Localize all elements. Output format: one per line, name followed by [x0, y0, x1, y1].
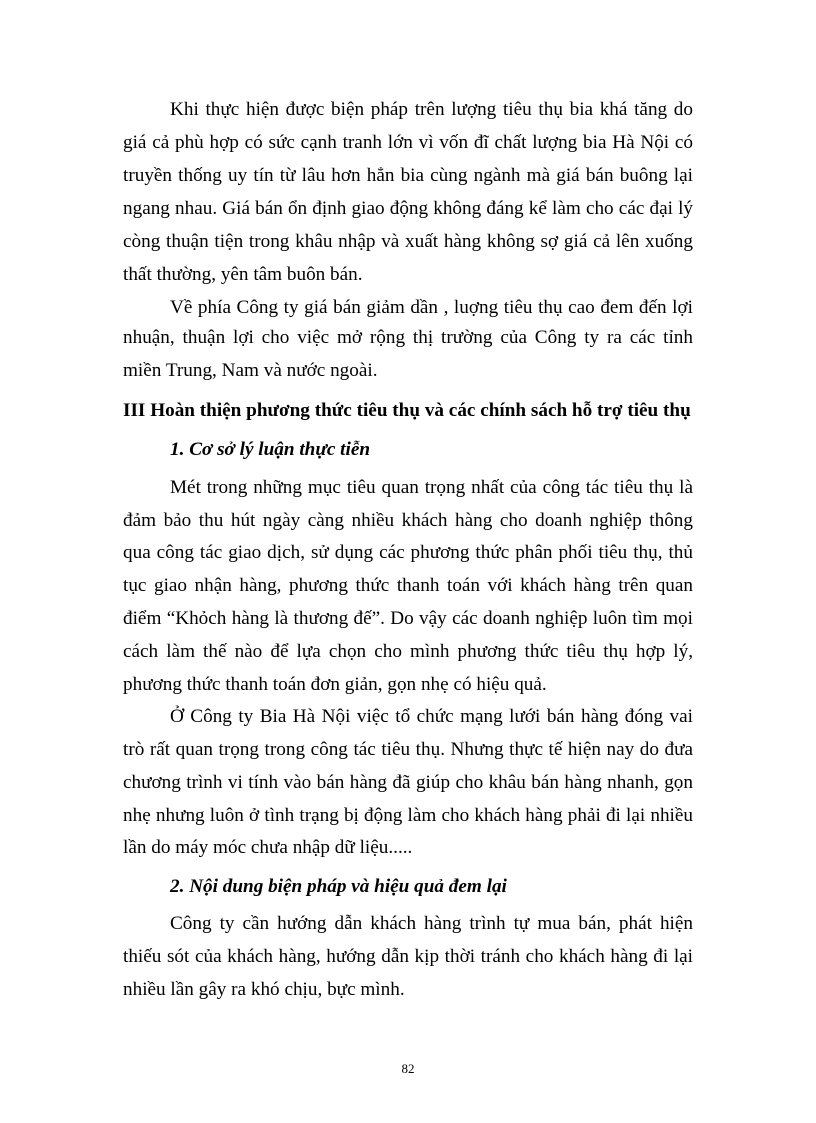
- paragraph-3-line-6: cách làm thế nào để lựa chọn cho mình phương thức tiêu thụ hợp lý,: [123, 641, 693, 662]
- paragraph-3-line-4: tục giao nhận hàng, phương thức thanh toán với khách hàng trên quan: [123, 575, 693, 596]
- paragraph-1-line-1: Khi thực hiện được biện pháp trên lượng tiêu thụ bia khá tăng do: [170, 99, 693, 120]
- paragraph-1-line-2: giá cả phù hợp có sức cạnh tranh lớn vì vốn đĩ chất lượng bia Hà Nội có: [123, 132, 693, 153]
- paragraph-2-line-1: Về phía Công ty giá bán giảm dần , luợng tiêu thụ cao đem đến lợi: [170, 297, 693, 318]
- paragraph-4-line-2: trò rất quan trọng trong công tác tiêu thụ. Nhưng thực tế hiện nay do đưa: [123, 739, 693, 760]
- paragraph-3-line-2: đảm bảo thu hút ngày càng nhiều khách hàng cho doanh nghiệp thông: [123, 510, 693, 531]
- paragraph-3-line-1: Mét trong những mục tiêu quan trọng nhất của công tác tiêu thụ là: [170, 477, 693, 498]
- section-heading: III Hoàn thiện phương thức tiêu thụ và các chính sách hỗ trợ tiêu thụ: [123, 400, 691, 421]
- paragraph-4-line-3: chương trình vi tính vào bán hàng đã giúp cho khâu bán hàng nhanh, gọn: [123, 772, 693, 793]
- paragraph-2-line-2: nhuận, thuận lợi cho việc mở rộng thị trường của Công ty ra các tỉnh: [123, 327, 693, 348]
- paragraph-5-line-1: Công ty cần hướng dẫn khách hàng trình tự mua bán, phát hiện: [170, 913, 693, 934]
- paragraph-5-line-2: thiếu sót của khách hàng, hướng dẫn kịp thời tránh cho khách hàng đi lại: [123, 946, 693, 967]
- paragraph-1-line-4: ngang nhau. Giá bán ổn định giao động không đáng kể làm cho các đại lý: [123, 198, 693, 219]
- paragraph-3-line-3: qua công tác giao dịch, sử dụng các phương thức phân phối tiêu thụ, thủ: [123, 542, 693, 563]
- paragraph-5-line-3: nhiều lần gây ra khó chịu, bực mình.: [123, 979, 405, 1000]
- paragraph-1-line-3: truyền thống uy tín từ lâu hơn hẳn bia cùng ngành mà giá bán buông lại: [123, 165, 693, 186]
- paragraph-1-line-5: còng thuận tiện trong khâu nhập và xuất hàng không sợ giá cả lên xuống: [123, 231, 693, 252]
- paragraph-4-line-1: Ở Công ty Bia Hà Nội việc tổ chức mạng lưới bán hàng đóng vai: [170, 706, 693, 727]
- paragraph-4-line-5: lần do máy móc chưa nhập dữ liệu.....: [123, 837, 413, 858]
- paragraph-3-line-7: phương thức thanh toán đơn giản, gọn nhẹ có hiệu quả.: [123, 674, 547, 695]
- paragraph-2-line-3: miền Trung, Nam và nước ngoài.: [123, 360, 378, 381]
- paragraph-1-line-6: thất thường, yên tâm buôn bán.: [123, 264, 363, 285]
- subheading-1: 1. Cơ sở lý luận thực tiễn: [170, 439, 371, 460]
- page-number: 82: [401, 1061, 415, 1076]
- paragraph-4-line-4: nhẹ nhưng luôn ở tình trạng bị động làm cho khách hàng phải đi lại nhiều: [123, 805, 693, 826]
- subheading-2: 2. Nội dung biện pháp và hiệu quả đem lại: [170, 876, 507, 897]
- paragraph-3-line-5: điểm “Khỏch hàng là thương đế”. Do vậy các doanh nghiệp luôn tìm mọi: [123, 608, 693, 629]
